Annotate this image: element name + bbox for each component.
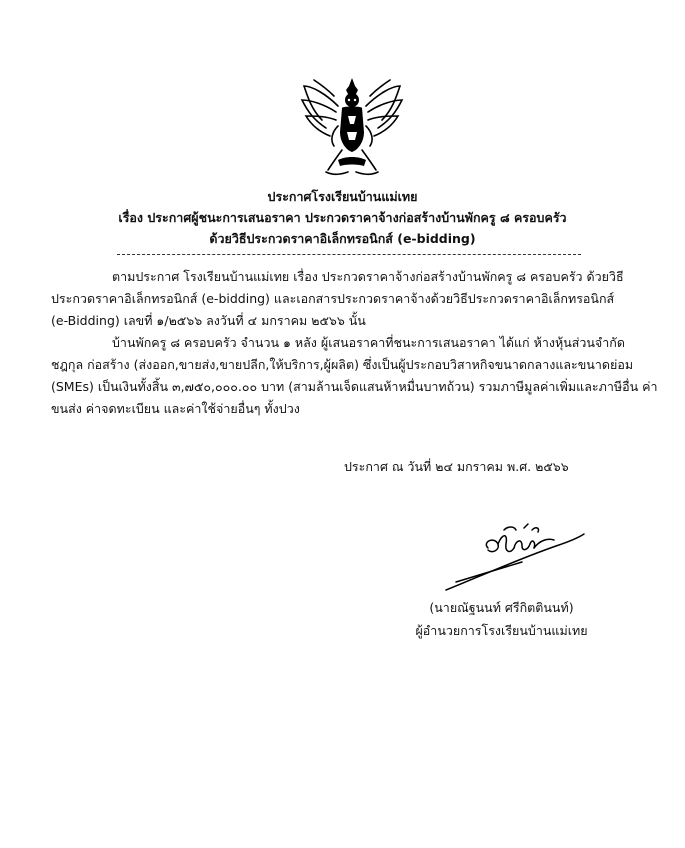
paragraph-1-line-2: ประกวดราคาอิเล็กทรอนิกส์ (e-bidding) และเอกสารประกวดราคาจ้างด้วยวิธีประกวดราคาอิเล็กทรอนิกส์: [51, 291, 615, 306]
signer-block: [404, 596, 599, 642]
garuda-emblem-icon: [298, 76, 406, 182]
header-divider: [117, 254, 581, 255]
paragraph-2-line-4: ขนส่ง ค่าจดทะเบียน และค่าใช้จ่ายอื่นๆ ทั้งปวง: [51, 401, 300, 416]
signer-position: ผู้อำนวยการโรงเรียนบ้านแม่เทย: [415, 623, 588, 638]
paragraph-2-line-3: (SMEs) เป็นเงินทั้งสิ้น ๓,๗๕๐,๐๐๐.๐๐ บาท (สามล้านเจ็ดแสนห้าหมื่นบาทถ้วน) รวมภาษีมูลค่าเพิ่มและภาษีอื่น ค่า: [51, 379, 658, 394]
signer-name: (นายณัฐนนท์ ศรีกิตตินนท์): [429, 600, 574, 615]
header-title: ประกาศโรงเรียนบ้านแม่เทย: [267, 189, 418, 204]
signature-icon: [436, 520, 586, 598]
header-method: ด้วยวิธีประกวดราคาอิเล็กทรอนิกส์ (e-bidding): [209, 231, 476, 246]
paragraph-1-line-3: (e-Bidding) เลขที่ ๑/๒๕๖๖ ลงวันที่ ๔ มกราคม ๒๕๖๖ นั้น: [51, 313, 366, 328]
announcement-body: [51, 266, 658, 420]
header-subject: เรื่อง ประกาศผู้ชนะการเสนอราคา ประกวดราคาจ้างก่อสร้างบ้านพักครู ๘ ครอบครัว: [118, 210, 567, 225]
paragraph-2-line-2: ชฎกุล ก่อสร้าง (ส่งออก,ขายส่ง,ขายปลีก,ให้บริการ,ผู้ผลิต) ซึ่งเป็นผู้ประกอบวิสาหกิจขนาดกลางและขนาดย่อม: [51, 357, 634, 372]
paragraph-1-line-1: ตามประกาศ โรงเรียนบ้านแม่เทย เรื่อง ประกวดราคาจ้างก่อสร้างบ้านพักครู ๘ ครอบครัว ด้วยวิธี: [112, 269, 624, 284]
paragraph-2-line-1: บ้านพักครู ๘ ครอบครัว จำนวน ๑ หลัง ผู้เสนอราคาที่ชนะการเสนอราคา ได้แก่ ห้างหุ้นส่วนจำกัด: [112, 335, 625, 350]
announcement-header: [0, 186, 685, 249]
announce-date: ประกาศ ณ วันที่ ๒๔ มกราคม พ.ศ. ๒๕๖๖: [344, 459, 569, 474]
